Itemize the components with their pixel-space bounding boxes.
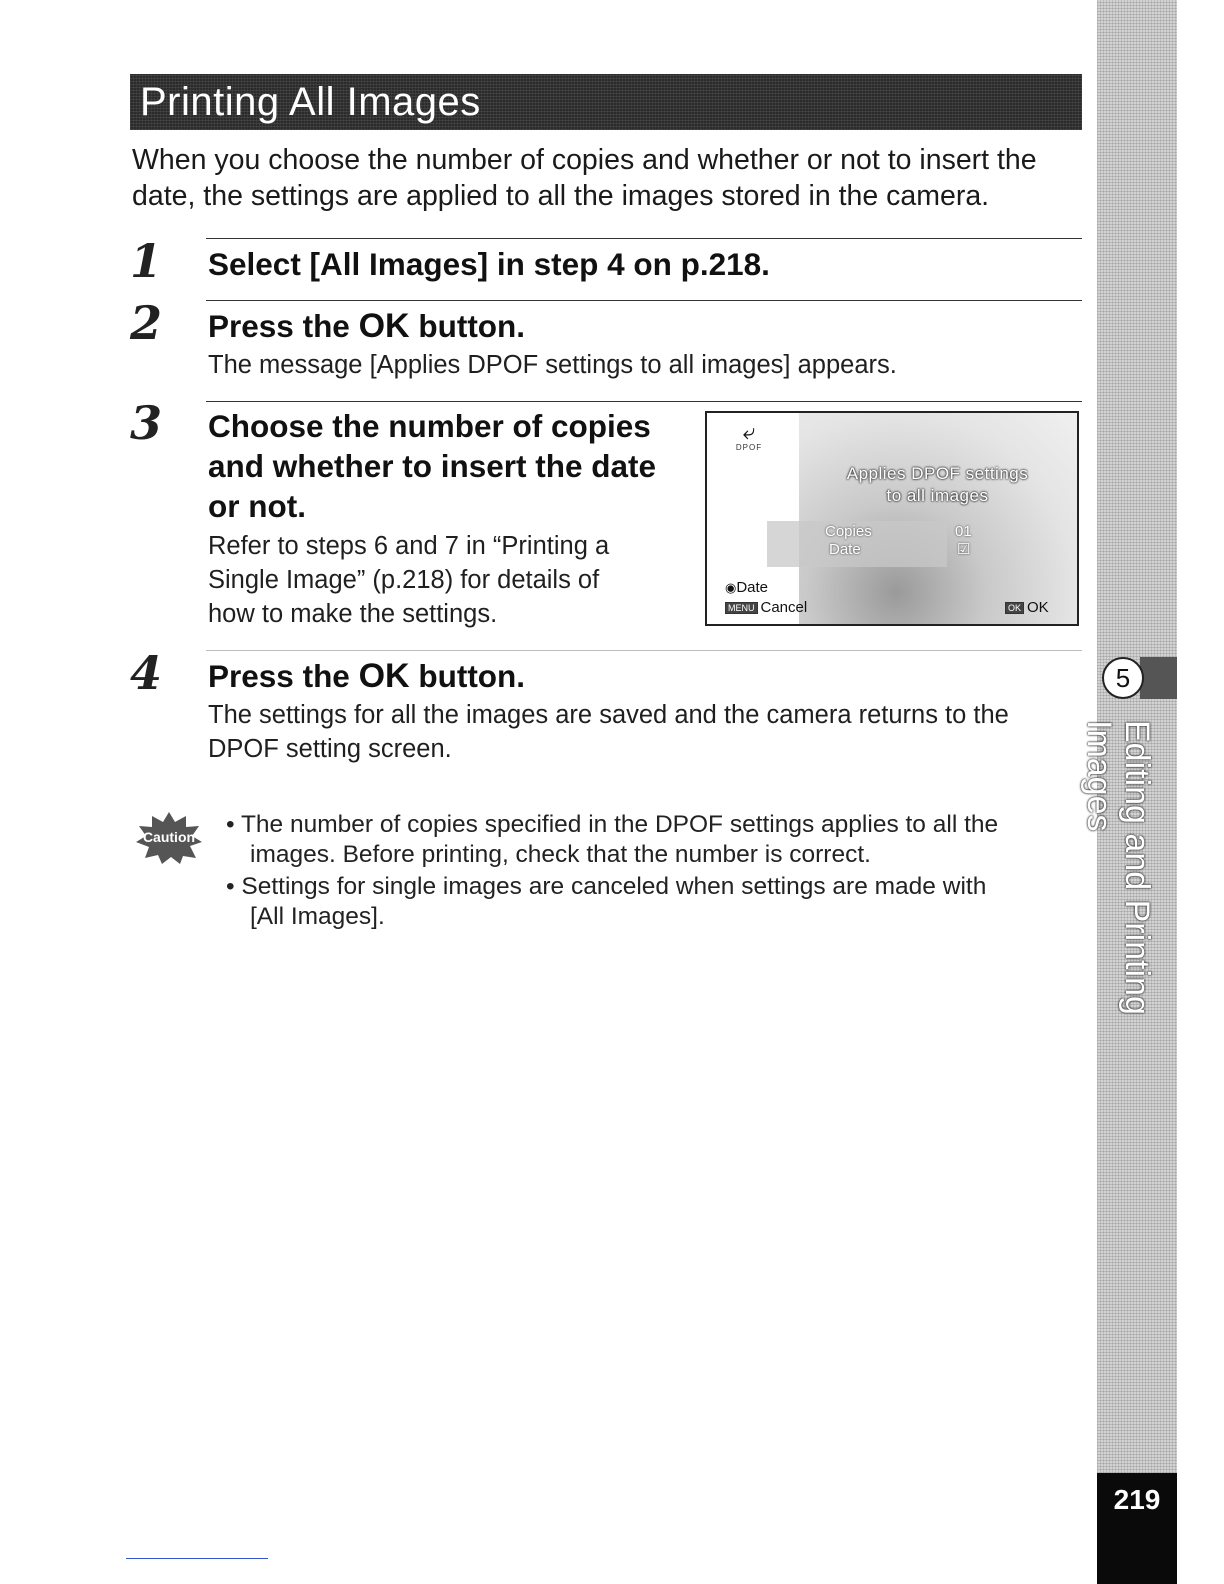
chapter-tab-marker [1140,657,1177,699]
menu-key-icon: MENU [725,602,758,614]
step-number-4: 4 [130,646,163,700]
step-rule [206,300,1082,301]
page-number: 219 [1113,1484,1161,1515]
caution-bullet-1-line-2: images. Before printing, check that the number is correct. [250,841,871,868]
intro-line-1: When you choose the number of copies and whether or not to insert the [132,144,1037,176]
caution-bullet-1-line-1: • The number of copies specified in the DPOF settings applies to all the [226,811,999,838]
step-2-heading: Press the OK button. [208,307,526,345]
chapter-number: 5 [1102,657,1144,699]
step-3-body-line-2: Single Image” (p.218) for details of [208,566,600,594]
step-number-3: 3 [130,396,163,450]
shutter-icon: ◉ [725,580,737,595]
step-number-1: 1 [130,234,163,288]
step-number-2: 2 [130,296,163,350]
step-3-heading-line-1: Choose the number of copies [208,408,651,444]
lcd-date-hint: ◉Date [725,579,769,596]
lcd-date-label: Date [829,541,861,558]
lcd-message: Applies DPOF settings to all images [846,464,1029,505]
step-3-body-line-1: Refer to steps 6 and 7 in “Printing a [208,532,610,560]
step-4-body-line-1: The settings for all the images are saved and the camera returns to the [208,701,1009,729]
intro-line-2: date, the settings are applied to all the images stored in the camera. [132,180,990,212]
lcd-date-checkbox: ☑ [957,541,971,558]
ok-label: OK [358,307,410,345]
lcd-background-photo [799,413,1077,624]
chapter-title: Editing and Printing Images [1080,720,1156,1015]
caution-label: Caution [142,829,196,845]
step-1-heading: Select [All Images] in step 4 on p.218. [208,246,770,282]
step-3-heading-line-3: or not. [208,488,306,524]
step-3-heading-line-2: and whether to insert the date [208,448,657,484]
step-rule [206,650,1082,651]
section-title: Printing All Images [140,80,481,124]
step-3-body-line-3: how to make the settings. [208,600,498,628]
dpof-icon: ⤶ DPOF [735,419,763,452]
caution-bullet-2-line-1: • Settings for single images are canceled when settings are made with [226,873,987,900]
caution-bullet-2-line-2: [All Images]. [250,903,385,930]
step-4-heading: Press the OK button. [208,657,526,695]
footer-rule [126,1558,268,1559]
lcd-ok-hint: OK OK [1005,599,1049,616]
camera-screen-illustration [705,411,1079,626]
ok-label: OK [358,657,410,695]
step-4-body-line-2: DPOF setting screen. [208,735,452,763]
caution-icon [136,812,202,864]
step-rule [206,238,1082,239]
step-2-body: The message [Applies DPOF settings to all images] appears. [208,351,897,379]
lcd-copies-label: Copies [825,523,872,540]
step-rule [206,401,1082,402]
lcd-cancel-hint: MENU Cancel [725,599,807,616]
lcd-copies-value: 01 [955,523,972,540]
ok-key-icon: OK [1005,602,1024,614]
